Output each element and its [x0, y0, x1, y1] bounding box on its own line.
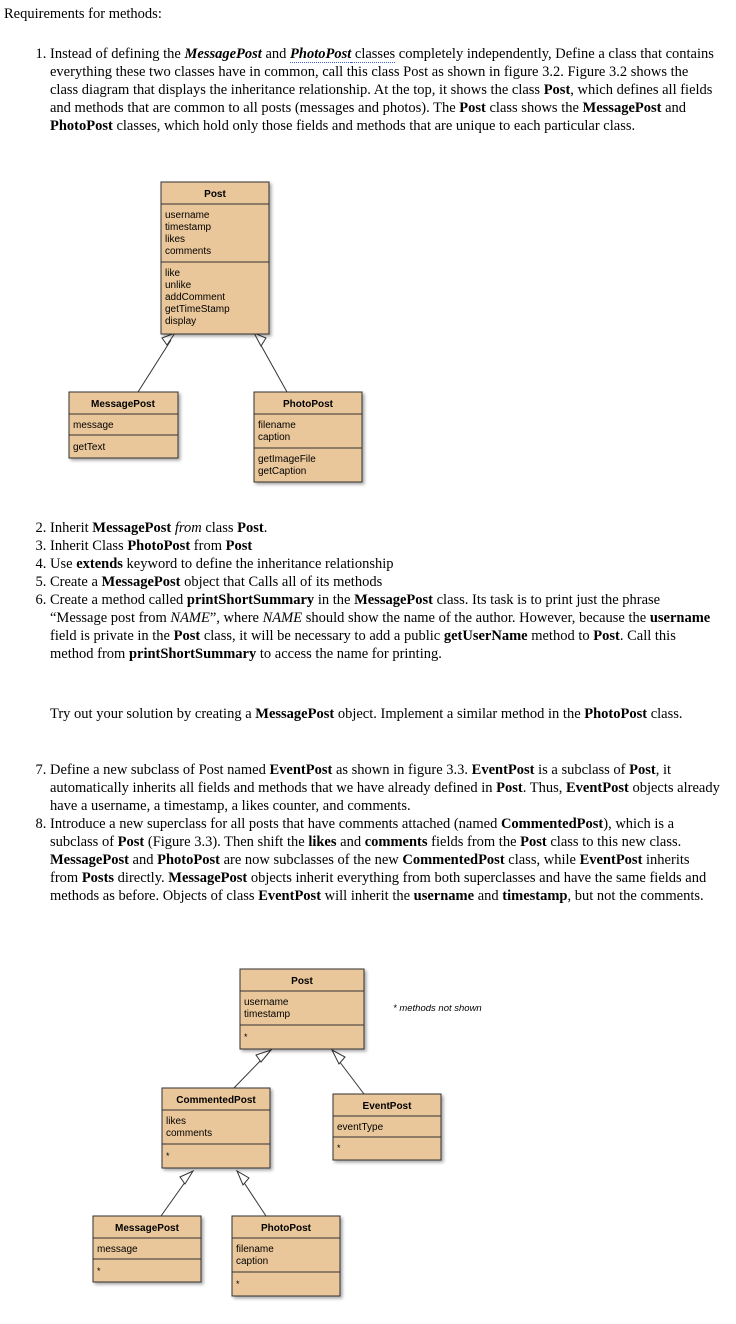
- heading: Requirements for methods:: [4, 6, 162, 22]
- eventpost-methods: *: [337, 1143, 341, 1153]
- post2-methods: *: [244, 1032, 248, 1042]
- requirement-item-2: 2. Inherit MessagePost from class Post.: [50, 519, 720, 537]
- commentedpost-methods: *: [166, 1151, 170, 1161]
- commentedpost-class-name: CommentedPost: [176, 1095, 256, 1106]
- svg-text:display: display: [165, 316, 197, 327]
- requirement-item-5: 5. Create a MessagePost object that Calls all of its methods: [50, 573, 720, 591]
- svg-text:filename: filename: [258, 420, 296, 431]
- svg-text:username: username: [165, 210, 210, 221]
- messagepost-class-name: MessagePost: [91, 399, 155, 410]
- svg-text:getCaption: getCaption: [258, 466, 307, 477]
- svg-text:caption: caption: [258, 432, 291, 443]
- photopost-class-name: PhotoPost: [283, 399, 333, 410]
- requirement-item-4: 4. Use extends keyword to define the inheritance relationship: [50, 555, 720, 573]
- svg-text:caption: caption: [236, 1256, 269, 1267]
- requirement-item-7: 7. Define a new subclass of Post named EventPost as shown in figure 3.3. EventPost is a subclass of Post, it automatically inherits all fields and methods that we have already defined in Post. Thus, EventPost objects already have a username, a timestamp, a likes counter, and comments.: [50, 761, 720, 815]
- eventpost-field: eventType: [337, 1122, 384, 1133]
- svg-text:unlike: unlike: [165, 280, 192, 291]
- svg-text:likes: likes: [165, 234, 186, 245]
- svg-text:addComment: addComment: [165, 292, 226, 303]
- post-class-name: Post: [204, 189, 226, 200]
- svg-text:likes: likes: [166, 1116, 187, 1127]
- try-out-paragraph: Try out your solution by creating a MessagePost object. Implement a similar method in the PhotoPost class.: [50, 706, 683, 722]
- photopost2-class-name: PhotoPost: [261, 1223, 311, 1234]
- messagepost-field: message: [73, 420, 114, 431]
- svg-text:like: like: [165, 268, 181, 279]
- eventpost-class-name: EventPost: [362, 1101, 412, 1112]
- messagepost2-methods: *: [97, 1266, 101, 1276]
- svg-text:getTimeStamp: getTimeStamp: [165, 304, 230, 315]
- requirement-item-6: 6. Create a method called printShortSummary in the MessagePost class. Its task is to print just the phrase “Message post from NAME”, where NAME should show the name of the author. However, because the username field is private in the Post class, it will be necessary to add a public getUserName method to Post. Call this method from printShortSummary to access the name for printing.: [50, 591, 720, 663]
- messagepost2-class-name: MessagePost: [115, 1223, 179, 1234]
- requirements-list-2: [50, 519, 720, 663]
- svg-text:getImageFile: getImageFile: [258, 454, 316, 465]
- svg-text:comments: comments: [166, 1128, 213, 1139]
- requirements-list-3: [50, 761, 720, 905]
- svg-text:comments: comments: [165, 246, 212, 257]
- messagepost-method: getText: [73, 442, 106, 453]
- svg-text:timestamp: timestamp: [244, 1009, 291, 1020]
- svg-text:username: username: [244, 997, 289, 1008]
- messagepost2-field: message: [97, 1244, 138, 1255]
- post2-fields: [244, 997, 291, 1020]
- requirement-item-3: 3. Inherit Class PhotoPost from Post: [50, 537, 720, 555]
- post2-class-name: Post: [291, 976, 313, 987]
- methods-note: * methods not shown: [393, 1003, 482, 1014]
- inheritance-arrows-1: [138, 333, 287, 392]
- svg-text:filename: filename: [236, 1244, 274, 1255]
- requirement-item-1: 1. Instead of defining the MessagePost and PhotoPost classes completely independently, Define a class that contains everything these two classes have in common, call this class Post as shown in figure 3.2. Figure 3.2 shows the class diagram that displays the inheritance relationship. At the top, it shows the class Post, which defines all fields and methods that are common to all posts (messages and photos). The Post class shows the MessagePost and PhotoPost classes, which hold only those fields and methods that are unique to each particular class.: [50, 45, 720, 135]
- photopost2-methods: *: [236, 1279, 240, 1289]
- svg-text:timestamp: timestamp: [165, 222, 212, 233]
- requirement-item-8: 8. Introduce a new superclass for all posts that have comments attached (named CommentedPost), which is a subclass of Post (Figure 3.3). Then shift the likes and comments fields from the Post class to this new class. MessagePost and PhotoPost are now subclasses of the new CommentedPost class, while EventPost inherits from Posts directly. MessagePost objects inherit everything from both superclasses and have the same fields and methods as before. Objects of class EventPost will inherit the username and timestamp, but not the comments.: [50, 815, 720, 905]
